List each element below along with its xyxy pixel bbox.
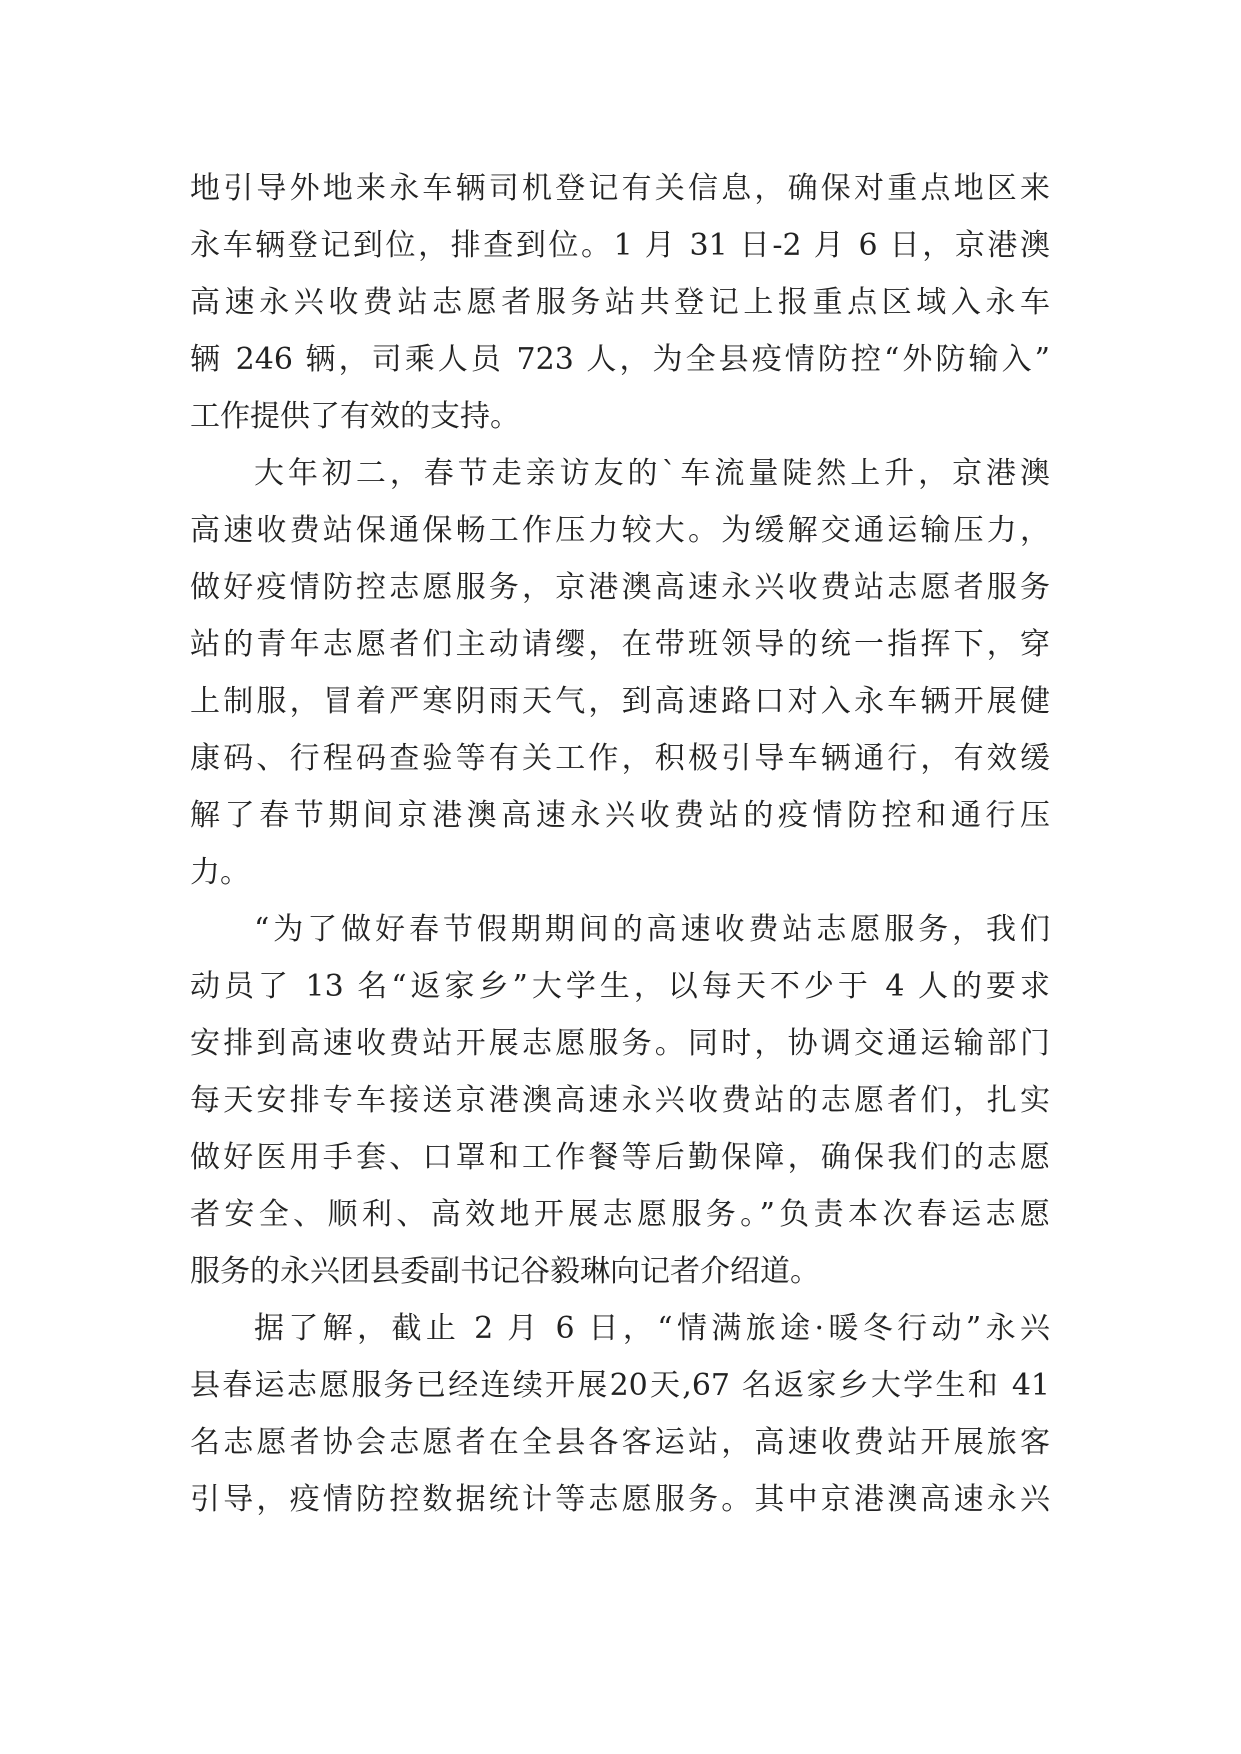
text-line: 康码、行程码查验等有关工作，积极引导车辆通行，有效缓 — [190, 741, 1050, 776]
article-body — [190, 160, 1050, 1528]
text-line: 工作提供了有效的支持。 — [190, 399, 520, 434]
text-line: 站的青年志愿者们主动请缨，在带班领导的统一指挥下，穿 — [190, 627, 1050, 662]
text-line: 名志愿者协会志愿者在全县各客运站，高速收费站开展旅客 — [190, 1425, 1050, 1460]
text-line: 永车辆登记到位，排查到位。1 月 31 日-2 月 6 日，京港澳 — [190, 228, 1050, 263]
text-line: 据了解，截止 2 月 6 日，“情满旅途·暖冬行动”永兴 — [254, 1311, 1050, 1346]
text-line: 高速收费站保通保畅工作压力较大。为缓解交通运输压力， — [190, 513, 1050, 548]
text-line: 力。 — [190, 855, 250, 890]
text-line: 做好疫情防控志愿服务，京港澳高速永兴收费站志愿者服务 — [190, 570, 1050, 605]
text-line: 服务的永兴团县委副书记谷毅琳向记者介绍道。 — [190, 1254, 820, 1289]
text-line: 做好医用手套、口罩和工作餐等后勤保障，确保我们的志愿 — [190, 1140, 1050, 1175]
text-line: 地引导外地来永车辆司机登记有关信息，确保对重点地区来 — [190, 171, 1050, 206]
text-line: 解了春节期间京港澳高速永兴收费站的疫情防控和通行压 — [190, 798, 1050, 833]
text-line: 高速永兴收费站志愿者服务站共登记上报重点区域入永车 — [190, 285, 1050, 320]
text-line: “为了做好春节假期期间的高速收费站志愿服务，我们 — [254, 912, 1050, 947]
text-line: 大年初二，春节走亲访友的`车流量陡然上升，京港澳 — [254, 456, 1050, 491]
text-line: 引导，疫情防控数据统计等志愿服务。其中京港澳高速永兴 — [190, 1482, 1050, 1517]
text-line: 动员了 13 名“返家乡”大学生，以每天不少于 4 人的要求 — [190, 969, 1050, 1004]
text-line: 者安全、顺利、高效地开展志愿服务。”负责本次春运志愿 — [190, 1197, 1050, 1232]
text-line: 县春运志愿服务已经连续开展20天,67 名返家乡大学生和 41 — [190, 1368, 1050, 1403]
text-line: 每天安排专车接送京港澳高速永兴收费站的志愿者们，扎实 — [190, 1083, 1050, 1118]
text-line: 上制服，冒着严寒阴雨天气，到高速路口对入永车辆开展健 — [190, 684, 1050, 719]
text-line: 安排到高速收费站开展志愿服务。同时，协调交通运输部门 — [190, 1026, 1050, 1061]
text-line: 辆 246 辆，司乘人员 723 人，为全县疫情防控“外防输入” — [190, 342, 1050, 377]
